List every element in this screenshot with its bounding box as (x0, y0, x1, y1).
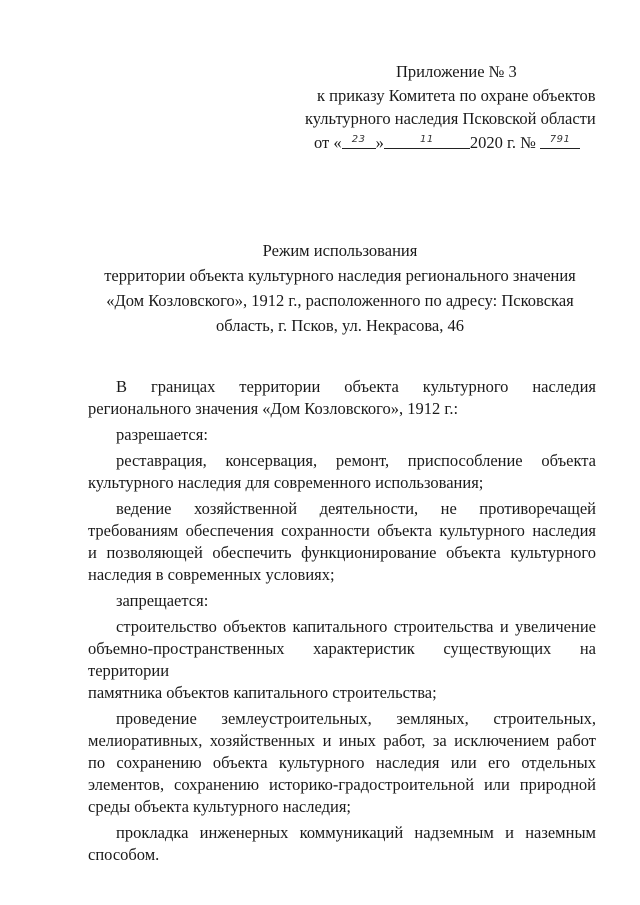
allowed-2-line-c: и позволяющей обеспечить функционирование объекта культурного (88, 543, 596, 562)
title-line-1: Режим использования (262, 241, 418, 260)
forbidden-2-line-b: мелиоративных, хозяйственных и иных работ, за исключением работ (88, 731, 596, 750)
document-body (88, 376, 596, 866)
date-mid: » (375, 132, 384, 152)
month-blank (384, 131, 470, 149)
intro-line-1: В границах территории объекта культурного наследия (116, 377, 596, 396)
forbidden-3-line-b: способом. (88, 845, 160, 864)
forbidden-2-line-c: по сохранению объекта культурного наследия или его отдельных (88, 753, 596, 772)
day-handwritten: 23 (351, 133, 366, 145)
annex-title: Приложение № 3 (396, 62, 517, 81)
title-line-2: территории объекта культурного наследия регионального значения (104, 266, 576, 285)
day-blank (342, 131, 376, 149)
annex-header (300, 60, 600, 154)
forbidden-1-line-b: объемно-пространственных характеристик существующих на территории (88, 639, 596, 680)
number-handwritten: 791 (549, 133, 571, 145)
annex-date-line (300, 131, 600, 155)
forbidden-1-line-c: памятника объектов капитального строительства; (88, 683, 437, 702)
allowed-1-line-b: культурного наследия для современного использования; (88, 473, 484, 492)
forbidden-2-line-d: элементов, сохранению историко-градостроительной или природной (88, 775, 596, 794)
intro-line-2: регионального значения «Дом Козловского», 1912 г.: (88, 399, 459, 418)
forbidden-label: запрещается: (116, 591, 209, 610)
annex-committee: культурного наследия Псковской области (305, 109, 596, 128)
allowed-2-line-d: наследия в современных условиях; (88, 565, 335, 584)
forbidden-2-line-e: среды объекта культурного наследия; (88, 797, 351, 816)
title-line-3: «Дом Козловского», 1912 г., расположенного по адресу: Псковская (106, 291, 574, 310)
document-title (90, 238, 590, 338)
month-handwritten: 11 (420, 133, 434, 145)
annex-order-ref: к приказу Комитета по охране объектов (317, 85, 596, 105)
title-line-4: область, г. Псков, ул. Некрасова, 46 (215, 316, 465, 335)
date-prefix: от « (314, 132, 342, 152)
year-number-label: 2020 г. № (469, 132, 536, 152)
forbidden-3-line-a: прокладка инженерных коммуникаций надземным и наземным (116, 823, 596, 842)
forbidden-1-line-a: строительство объектов капитального строительства и увеличение (116, 617, 596, 636)
forbidden-2-line-a: проведение землеустроительных, земляных, строительных, (116, 709, 596, 728)
allowed-1-line-a: реставрация, консервация, ремонт, приспособление объекта (116, 451, 596, 470)
allowed-2-line-a: ведение хозяйственной деятельности, не противоречащей (116, 499, 596, 518)
number-blank (540, 131, 580, 149)
allowed-2-line-b: требованиям обеспечения сохранности объекта культурного наследия (88, 521, 596, 540)
allowed-label: разрешается: (116, 425, 208, 444)
